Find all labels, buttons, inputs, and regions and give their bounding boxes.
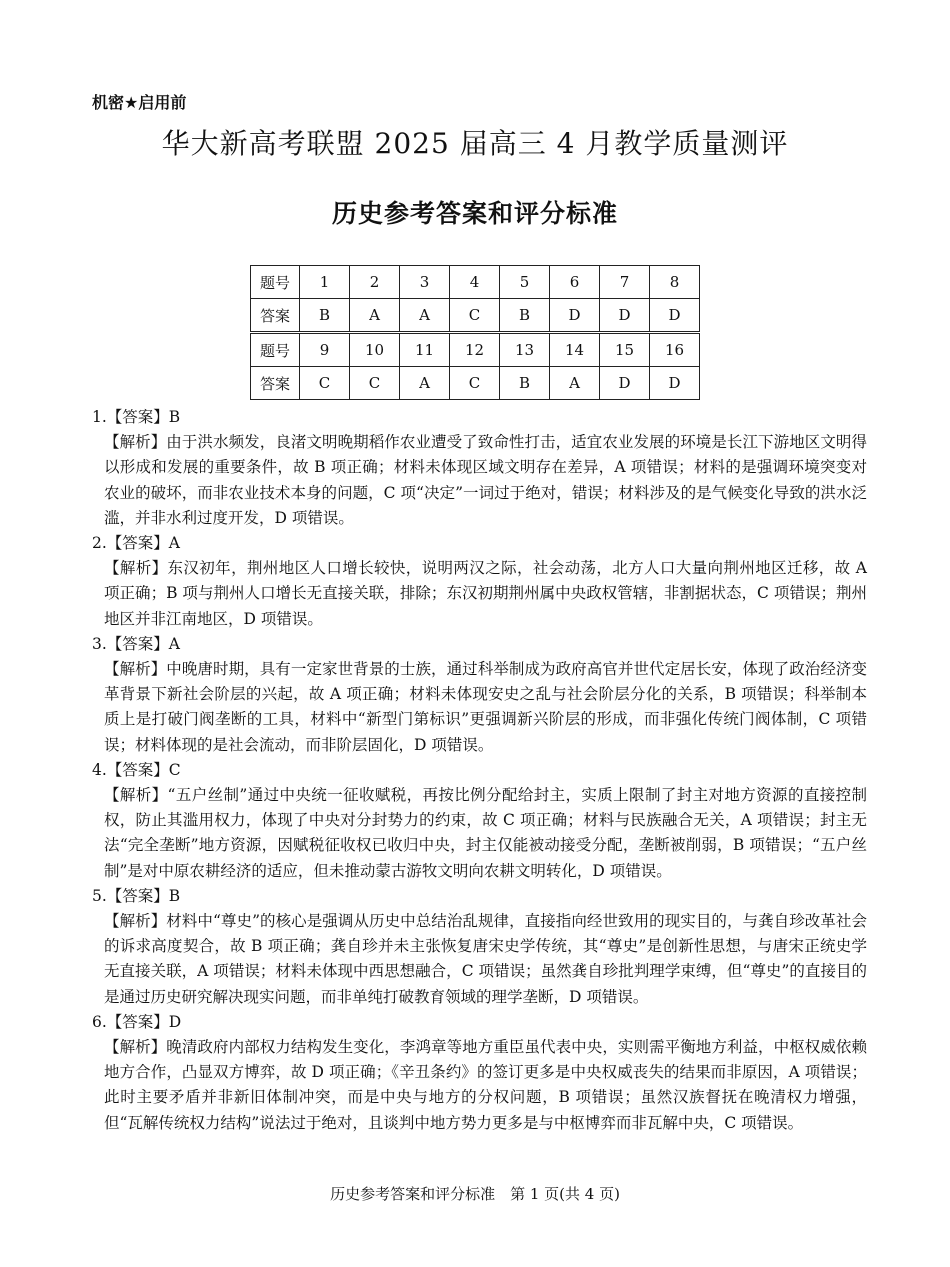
answer-table-row: [251, 299, 700, 333]
question-block: [92, 405, 867, 531]
answer-line: 3.【答案】A: [92, 634, 180, 653]
page-footer: 历史参考答案和评分标准 第 1 页(共 4 页): [330, 1185, 620, 1203]
answer-cell: C: [300, 367, 350, 400]
answer-cell: B: [500, 367, 550, 400]
question-number: 9: [300, 333, 350, 367]
answer-cell: A: [400, 299, 450, 333]
answer-cell: A: [550, 367, 600, 400]
answer-cell: A: [350, 299, 400, 333]
answer-cell: C: [450, 367, 500, 400]
question-number: 4: [450, 266, 500, 299]
answer-line: 1.【答案】B: [92, 408, 181, 426]
row-label: 答案: [251, 367, 300, 400]
question-number: 13: [500, 333, 550, 367]
answer-line: 5.【答案】B: [92, 886, 181, 905]
question-number: 11: [400, 333, 450, 367]
question-number: 3: [400, 266, 450, 299]
answer-cell: D: [550, 299, 600, 333]
answer-table: [250, 265, 700, 400]
question-number: 1: [300, 266, 350, 299]
confidential-label: 机密★启用前: [92, 93, 187, 112]
answer-cell: B: [300, 299, 350, 333]
question-block: [92, 1010, 867, 1136]
row-label: 答案: [251, 299, 300, 333]
answer-table-row: [251, 367, 700, 400]
analysis-text: 【解析】晚清政府内部权力结构发生变化，李鸿章等地方重臣虽代表中央，实则需平衡地方利益，中枢权威依赖地方合作，凸显双方博弈，故 D 项正确；《辛丑条约》的签订更多是中央权威丧失的结果而非原因，A 项错误；此时主要矛盾并非新旧体制冲突，而是中央与地方的分权问题，B 项错误；虽然汉族督抚在晚清权力增强，但“瓦解传统权力结构”说法过于绝对，且谈判中地方势力更多是与中枢博弈而非瓦解中央，C 项错误。: [104, 1038, 867, 1132]
question-number: 10: [350, 333, 400, 367]
question-number: 6: [550, 266, 600, 299]
exam-title: 华大新高考联盟 2025 届高三 4 月教学质量测评: [161, 127, 789, 160]
answer-cell: D: [600, 299, 650, 333]
analysis-text: 【解析】由于洪水频发，良渚文明晚期稻作农业遭受了致命性打击，适宜农业发展的环境是长江下游地区文明得以形成和发展的重要条件，故 B 项正确；材料未体现区域文明存在差异，A 项错误；材料的是强调环境突变对农业的破坏，而非农业技术本身的问题，C 项“决定”一词过于绝对，错误；材料涉及的是气候变化导致的洪水泛滥，并非水利过度开发，D 项错误。: [104, 433, 867, 527]
question-block: [92, 632, 867, 758]
question-number: 2: [350, 266, 400, 299]
analysis-text: 【解析】东汉初年，荆州地区人口增长较快，说明两汉之际，社会动荡，北方人口大量向荆州地区迁移，故 A 项正确；B 项与荆州人口增长无直接关联，排除；东汉初期荆州属中央政权管辖，非割据状态，C 项错误；荆州地区并非江南地区，D 项错误。: [104, 559, 867, 628]
answer-line: 4.【答案】C: [92, 760, 181, 779]
question-number: 5: [500, 266, 550, 299]
answer-explanations: [92, 405, 867, 1136]
row-label: 题号: [251, 266, 300, 299]
question-number: 15: [600, 333, 650, 367]
analysis-text: 【解析】中晚唐时期，具有一定家世背景的士族，通过科举制成为政府高官并世代定居长安，体现了政治经济变革背景下新社会阶层的兴起，故 A 项正确；材料未体现安史之乱与社会阶层分化的关系，B 项错误；科举制本质上是打破门阀垄断的工具，材料中“新型门第标识”更强调新兴阶层的形成，而非强化传统门阀体制，C 项错误；材料体现的是社会流动，而非阶层固化，D 项错误。: [104, 660, 867, 754]
answer-line: 6.【答案】D: [92, 1012, 182, 1031]
answer-cell: C: [350, 367, 400, 400]
question-number: 8: [650, 266, 700, 299]
answer-cell: C: [450, 299, 500, 333]
answer-table-row: [251, 266, 700, 299]
answer-cell: D: [650, 299, 700, 333]
question-number: 12: [450, 333, 500, 367]
answer-cell: A: [400, 367, 450, 400]
answer-cell: B: [500, 299, 550, 333]
answer-line: 2.【答案】A: [92, 534, 180, 553]
question-number: 7: [600, 266, 650, 299]
answer-table-row: [251, 333, 700, 367]
question-number: 14: [550, 333, 600, 367]
row-label: 题号: [251, 333, 300, 367]
question-block: [92, 884, 867, 1010]
answer-cell: D: [600, 367, 650, 400]
analysis-text: 【解析】材料中“尊史”的核心是强调从历史中总结治乱规律，直接指向经世致用的现实目的，与龚自珍改革社会的诉求高度契合，故 B 项正确；龚自珍并未主张恢复唐宋史学传统，其“尊史”是创新性思想，与唐宋正统史学无直接关联，A 项错误；材料未体现中西思想融合，C 项错误；虽然龚自珍批判理学束缚，但“尊史”的直接目的是通过历史研究解决现实问题，而非单纯打破教育领域的理学垄断，D 项错误。: [104, 912, 867, 1006]
answer-cell: D: [650, 367, 700, 400]
question-number: 16: [650, 333, 700, 367]
question-block: [92, 758, 867, 884]
document-subtitle: 历史参考答案和评分标准: [331, 199, 618, 228]
analysis-text: 【解析】“五户丝制”通过中央统一征收赋税，再按比例分配给封主，实质上限制了封主对地方资源的直接控制权，防止其滥用权力，体现了中央对分封势力的约束，故 C 项正确；材料与民族融合无关，A 项错误；封主无法“完全垄断”地方资源，因赋税征收权已收归中央，封主仅能被动接受分配，垄断被削弱，B 项错误；“五户丝制”是对中原农耕经济的适应，但未推动蒙古游牧文明向农耕文明转化，D 项错误。: [104, 786, 867, 880]
question-block: [92, 531, 867, 632]
